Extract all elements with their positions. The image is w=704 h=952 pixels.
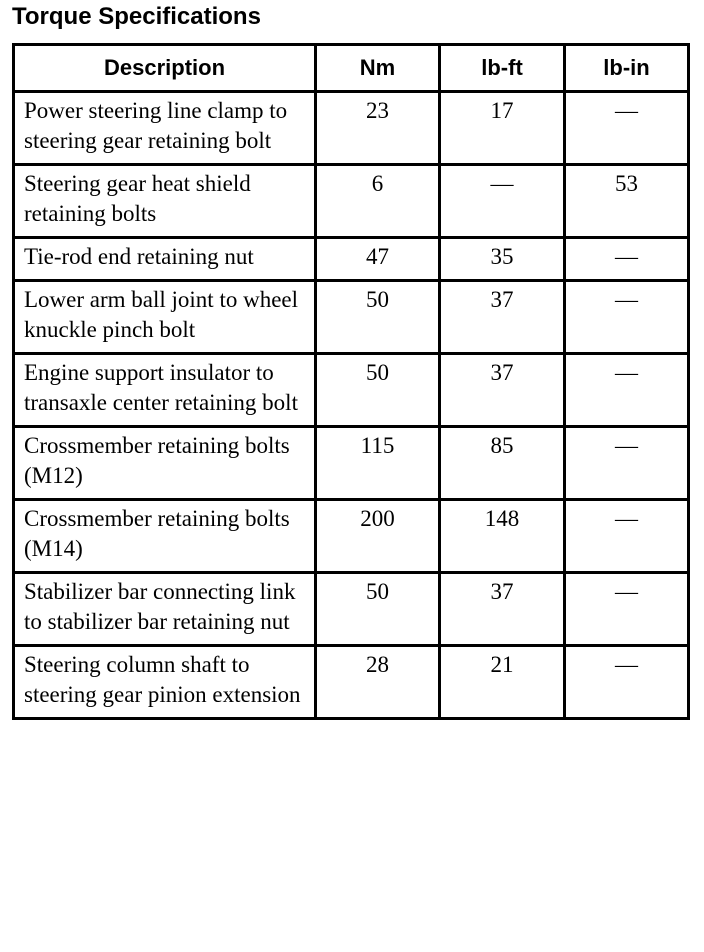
table-row bbox=[14, 427, 689, 500]
cell-lbft: 85 bbox=[440, 427, 565, 500]
column-header-lbin: lb-in bbox=[565, 45, 689, 92]
cell-lbin: — bbox=[565, 238, 689, 281]
cell-lbft: 148 bbox=[440, 500, 565, 573]
cell-nm: 6 bbox=[316, 165, 440, 238]
cell-description: Crossmember retaining bolts (M12) bbox=[14, 427, 316, 500]
table-row bbox=[14, 281, 689, 354]
cell-nm: 50 bbox=[316, 281, 440, 354]
cell-lbin: — bbox=[565, 646, 689, 719]
table-row bbox=[14, 165, 689, 238]
cell-lbin: — bbox=[565, 573, 689, 646]
cell-description: Steering column shaft to steering gear pinion extension bbox=[14, 646, 316, 719]
torque-spec-table bbox=[12, 43, 690, 720]
cell-lbin: — bbox=[565, 500, 689, 573]
cell-lbft: 37 bbox=[440, 354, 565, 427]
page-title: Torque Specifications bbox=[12, 3, 261, 30]
cell-description: Engine support insulator to transaxle center retaining bolt bbox=[14, 354, 316, 427]
cell-lbft: 37 bbox=[440, 281, 565, 354]
cell-description: Crossmember retaining bolts (M14) bbox=[14, 500, 316, 573]
table-row bbox=[14, 646, 689, 719]
table-row bbox=[14, 354, 689, 427]
cell-nm: 50 bbox=[316, 573, 440, 646]
table-row bbox=[14, 92, 689, 165]
cell-lbft: 21 bbox=[440, 646, 565, 719]
table-header-row bbox=[14, 45, 689, 92]
cell-lbin: — bbox=[565, 427, 689, 500]
cell-description: Steering gear heat shield retaining bolts bbox=[14, 165, 316, 238]
cell-lbft: 37 bbox=[440, 573, 565, 646]
cell-lbft: 35 bbox=[440, 238, 565, 281]
cell-description: Tie-rod end retaining nut bbox=[14, 238, 316, 281]
cell-nm: 28 bbox=[316, 646, 440, 719]
cell-nm: 200 bbox=[316, 500, 440, 573]
cell-nm: 47 bbox=[316, 238, 440, 281]
table-row bbox=[14, 500, 689, 573]
cell-description: Power steering line clamp to steering gear retaining bolt bbox=[14, 92, 316, 165]
cell-description: Lower arm ball joint to wheel knuckle pinch bolt bbox=[14, 281, 316, 354]
column-header-nm: Nm bbox=[316, 45, 440, 92]
cell-lbft: 17 bbox=[440, 92, 565, 165]
table-row bbox=[14, 238, 689, 281]
cell-nm: 115 bbox=[316, 427, 440, 500]
cell-nm: 23 bbox=[316, 92, 440, 165]
column-header-description: Description bbox=[14, 45, 316, 92]
cell-lbin: 53 bbox=[565, 165, 689, 238]
cell-description: Stabilizer bar connecting link to stabilizer bar retaining nut bbox=[14, 573, 316, 646]
column-header-lbft: lb-ft bbox=[440, 45, 565, 92]
cell-lbft: — bbox=[440, 165, 565, 238]
cell-lbin: — bbox=[565, 281, 689, 354]
cell-lbin: — bbox=[565, 92, 689, 165]
cell-lbin: — bbox=[565, 354, 689, 427]
cell-nm: 50 bbox=[316, 354, 440, 427]
table-row bbox=[14, 573, 689, 646]
